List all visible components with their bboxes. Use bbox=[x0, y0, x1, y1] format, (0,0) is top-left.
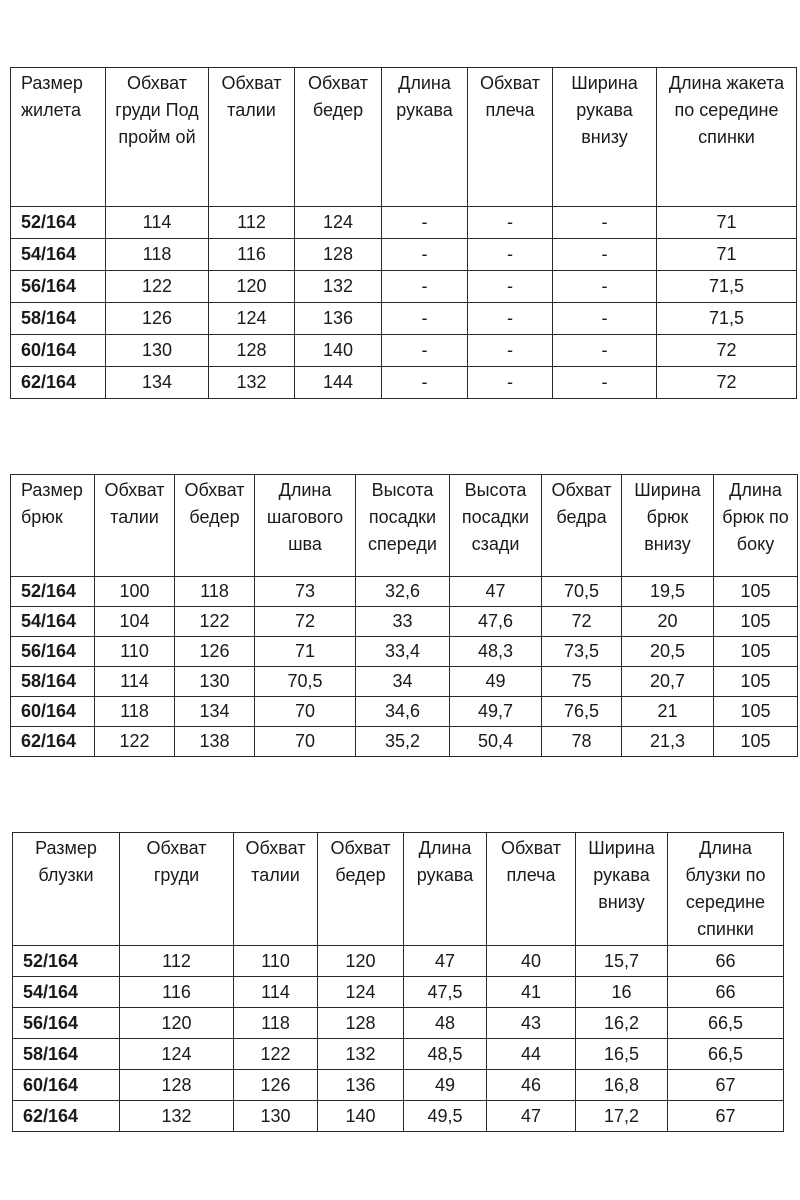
table-row bbox=[13, 1039, 784, 1070]
measure-cell: 130 bbox=[106, 335, 209, 367]
column-header: Обхват бедра bbox=[542, 475, 622, 577]
measure-cell: 118 bbox=[234, 1008, 318, 1039]
size-cell: 54/164 bbox=[11, 239, 106, 271]
table-row bbox=[11, 335, 797, 367]
measure-cell: 67 bbox=[668, 1070, 784, 1101]
measure-cell: - bbox=[553, 367, 657, 399]
measure-cell: 105 bbox=[714, 607, 798, 637]
column-header: Размер блузки bbox=[13, 833, 120, 946]
column-header: Обхват бедер bbox=[318, 833, 404, 946]
measure-cell: 128 bbox=[209, 335, 295, 367]
measure-cell: 71 bbox=[657, 207, 797, 239]
measure-cell: 16,8 bbox=[576, 1070, 668, 1101]
measure-cell: 67 bbox=[668, 1101, 784, 1132]
table-row bbox=[11, 271, 797, 303]
measure-cell: 16,2 bbox=[576, 1008, 668, 1039]
measure-cell: 136 bbox=[295, 303, 382, 335]
measure-cell: 16 bbox=[576, 977, 668, 1008]
size-cell: 58/164 bbox=[11, 303, 106, 335]
measure-cell: 110 bbox=[95, 637, 175, 667]
measure-cell: 144 bbox=[295, 367, 382, 399]
measure-cell: 134 bbox=[106, 367, 209, 399]
measure-cell: 132 bbox=[318, 1039, 404, 1070]
measure-cell: 47,5 bbox=[404, 977, 487, 1008]
measure-cell: 66,5 bbox=[668, 1008, 784, 1039]
measure-cell: 140 bbox=[318, 1101, 404, 1132]
measure-cell: 105 bbox=[714, 727, 798, 757]
measure-cell: 49,7 bbox=[450, 697, 542, 727]
measure-cell: 130 bbox=[175, 667, 255, 697]
measure-cell: 116 bbox=[209, 239, 295, 271]
column-header: Обхват талии bbox=[209, 68, 295, 207]
measure-cell: 122 bbox=[175, 607, 255, 637]
measure-cell: 112 bbox=[209, 207, 295, 239]
size-cell: 54/164 bbox=[11, 607, 95, 637]
column-header: Обхват груди bbox=[120, 833, 234, 946]
measure-cell: 34,6 bbox=[356, 697, 450, 727]
measure-cell: 132 bbox=[209, 367, 295, 399]
measure-cell: 126 bbox=[175, 637, 255, 667]
measure-cell: - bbox=[553, 207, 657, 239]
measure-cell: 17,2 bbox=[576, 1101, 668, 1132]
column-header: Обхват груди Под пройм ой bbox=[106, 68, 209, 207]
measure-cell: - bbox=[468, 335, 553, 367]
measure-cell: 71,5 bbox=[657, 271, 797, 303]
measure-cell: - bbox=[382, 239, 468, 271]
measure-cell: 140 bbox=[295, 335, 382, 367]
measure-cell: 124 bbox=[209, 303, 295, 335]
measure-cell: - bbox=[382, 367, 468, 399]
measure-cell: 66 bbox=[668, 977, 784, 1008]
measure-cell: 124 bbox=[120, 1039, 234, 1070]
size-cell: 52/164 bbox=[13, 946, 120, 977]
measure-cell: 34 bbox=[356, 667, 450, 697]
header-row bbox=[11, 68, 797, 207]
column-header: Ширина брюк внизу bbox=[622, 475, 714, 577]
blouse-size-table bbox=[12, 832, 784, 1132]
column-header: Длина жакета по середине спинки bbox=[657, 68, 797, 207]
size-cell: 60/164 bbox=[11, 697, 95, 727]
measure-cell: 120 bbox=[318, 946, 404, 977]
measure-cell: - bbox=[553, 271, 657, 303]
measure-cell: 128 bbox=[120, 1070, 234, 1101]
size-cell: 56/164 bbox=[13, 1008, 120, 1039]
size-cell: 62/164 bbox=[11, 367, 106, 399]
measure-cell: 46 bbox=[487, 1070, 576, 1101]
size-cell: 58/164 bbox=[11, 667, 95, 697]
column-header: Длина шагового шва bbox=[255, 475, 356, 577]
measure-cell: 134 bbox=[175, 697, 255, 727]
header-row bbox=[13, 833, 784, 946]
size-cell: 60/164 bbox=[13, 1070, 120, 1101]
size-cell: 52/164 bbox=[11, 207, 106, 239]
measure-cell: 66,5 bbox=[668, 1039, 784, 1070]
measure-cell: - bbox=[382, 271, 468, 303]
measure-cell: 33,4 bbox=[356, 637, 450, 667]
column-header: Ширина рукава внизу bbox=[553, 68, 657, 207]
measure-cell: 19,5 bbox=[622, 577, 714, 607]
measure-cell: 118 bbox=[95, 697, 175, 727]
measure-cell: 128 bbox=[295, 239, 382, 271]
measure-cell: 72 bbox=[542, 607, 622, 637]
measure-cell: 72 bbox=[255, 607, 356, 637]
column-header: Высота посадки сзади bbox=[450, 475, 542, 577]
column-header: Обхват плеча bbox=[487, 833, 576, 946]
size-cell: 54/164 bbox=[13, 977, 120, 1008]
table-row bbox=[13, 1101, 784, 1132]
pants-size-table bbox=[10, 474, 798, 757]
column-header: Размер брюк bbox=[11, 475, 95, 577]
measure-cell: 105 bbox=[714, 697, 798, 727]
measure-cell: 49 bbox=[404, 1070, 487, 1101]
size-cell: 56/164 bbox=[11, 637, 95, 667]
measure-cell: 78 bbox=[542, 727, 622, 757]
measure-cell: 43 bbox=[487, 1008, 576, 1039]
measure-cell: 72 bbox=[657, 335, 797, 367]
size-cell: 56/164 bbox=[11, 271, 106, 303]
column-header: Обхват талии bbox=[234, 833, 318, 946]
size-cell: 58/164 bbox=[13, 1039, 120, 1070]
measure-cell: 70,5 bbox=[255, 667, 356, 697]
measure-cell: - bbox=[468, 239, 553, 271]
measure-cell: 105 bbox=[714, 577, 798, 607]
table-row bbox=[11, 697, 798, 727]
measure-cell: 47 bbox=[487, 1101, 576, 1132]
measure-cell: - bbox=[468, 303, 553, 335]
table-row bbox=[11, 303, 797, 335]
column-header: Длина рукава bbox=[382, 68, 468, 207]
measure-cell: 47,6 bbox=[450, 607, 542, 637]
measure-cell: 33 bbox=[356, 607, 450, 637]
measure-cell: 112 bbox=[120, 946, 234, 977]
measure-cell: 70 bbox=[255, 697, 356, 727]
measure-cell: 47 bbox=[450, 577, 542, 607]
measure-cell: 70 bbox=[255, 727, 356, 757]
size-cell: 62/164 bbox=[11, 727, 95, 757]
column-header: Длина блузки по середине спинки bbox=[668, 833, 784, 946]
measure-cell: 66 bbox=[668, 946, 784, 977]
measure-cell: - bbox=[553, 239, 657, 271]
measure-cell: 73,5 bbox=[542, 637, 622, 667]
measure-cell: 40 bbox=[487, 946, 576, 977]
size-cell: 60/164 bbox=[11, 335, 106, 367]
measure-cell: 118 bbox=[175, 577, 255, 607]
measure-cell: 120 bbox=[120, 1008, 234, 1039]
measure-cell: 71 bbox=[255, 637, 356, 667]
measure-cell: 136 bbox=[318, 1070, 404, 1101]
measure-cell: 114 bbox=[106, 207, 209, 239]
column-header: Обхват плеча bbox=[468, 68, 553, 207]
measure-cell: 41 bbox=[487, 977, 576, 1008]
measure-cell: 49 bbox=[450, 667, 542, 697]
table-row bbox=[13, 1070, 784, 1101]
column-header: Длина брюк по боку bbox=[714, 475, 798, 577]
table-row bbox=[11, 367, 797, 399]
measure-cell: 71 bbox=[657, 239, 797, 271]
measure-cell: - bbox=[553, 303, 657, 335]
vest-size-table bbox=[10, 67, 797, 399]
measure-cell: 76,5 bbox=[542, 697, 622, 727]
measure-cell: 72 bbox=[657, 367, 797, 399]
measure-cell: 48 bbox=[404, 1008, 487, 1039]
measure-cell: - bbox=[553, 335, 657, 367]
measure-cell: 124 bbox=[295, 207, 382, 239]
measure-cell: 21,3 bbox=[622, 727, 714, 757]
measure-cell: 20 bbox=[622, 607, 714, 637]
measure-cell: 118 bbox=[106, 239, 209, 271]
measure-cell: 126 bbox=[106, 303, 209, 335]
measure-cell: 122 bbox=[95, 727, 175, 757]
measure-cell: - bbox=[382, 303, 468, 335]
table-row bbox=[11, 607, 798, 637]
measure-cell: 132 bbox=[120, 1101, 234, 1132]
measure-cell: 126 bbox=[234, 1070, 318, 1101]
measure-cell: 70,5 bbox=[542, 577, 622, 607]
measure-cell: 130 bbox=[234, 1101, 318, 1132]
measure-cell: 71,5 bbox=[657, 303, 797, 335]
table-row bbox=[11, 667, 798, 697]
measure-cell: 73 bbox=[255, 577, 356, 607]
column-header: Обхват талии bbox=[95, 475, 175, 577]
table-row bbox=[13, 946, 784, 977]
measure-cell: 35,2 bbox=[356, 727, 450, 757]
measure-cell: 15,7 bbox=[576, 946, 668, 977]
size-cell: 52/164 bbox=[11, 577, 95, 607]
measure-cell: 124 bbox=[318, 977, 404, 1008]
table-row bbox=[11, 637, 798, 667]
measure-cell: - bbox=[468, 367, 553, 399]
column-header: Высота посадки спереди bbox=[356, 475, 450, 577]
measure-cell: 47 bbox=[404, 946, 487, 977]
measure-cell: - bbox=[468, 207, 553, 239]
measure-cell: 128 bbox=[318, 1008, 404, 1039]
measure-cell: 48,5 bbox=[404, 1039, 487, 1070]
measure-cell: 105 bbox=[714, 667, 798, 697]
table-row bbox=[11, 207, 797, 239]
measure-cell: 20,7 bbox=[622, 667, 714, 697]
measure-cell: 114 bbox=[95, 667, 175, 697]
measure-cell: 48,3 bbox=[450, 637, 542, 667]
header-row bbox=[11, 475, 798, 577]
size-cell: 62/164 bbox=[13, 1101, 120, 1132]
column-header: Ширина рукава внизу bbox=[576, 833, 668, 946]
table-row bbox=[13, 1008, 784, 1039]
measure-cell: 120 bbox=[209, 271, 295, 303]
table-row bbox=[11, 239, 797, 271]
measure-cell: 20,5 bbox=[622, 637, 714, 667]
measure-cell: 138 bbox=[175, 727, 255, 757]
column-header: Длина рукава bbox=[404, 833, 487, 946]
table-row bbox=[13, 977, 784, 1008]
measure-cell: 110 bbox=[234, 946, 318, 977]
measure-cell: 75 bbox=[542, 667, 622, 697]
measure-cell: 104 bbox=[95, 607, 175, 637]
measure-cell: 114 bbox=[234, 977, 318, 1008]
measure-cell: 50,4 bbox=[450, 727, 542, 757]
measure-cell: 122 bbox=[106, 271, 209, 303]
measure-cell: 16,5 bbox=[576, 1039, 668, 1070]
measure-cell: - bbox=[382, 207, 468, 239]
measure-cell: 21 bbox=[622, 697, 714, 727]
measure-cell: 100 bbox=[95, 577, 175, 607]
column-header: Обхват бедер bbox=[175, 475, 255, 577]
table-row bbox=[11, 727, 798, 757]
measure-cell: 44 bbox=[487, 1039, 576, 1070]
measure-cell: 49,5 bbox=[404, 1101, 487, 1132]
measure-cell: 122 bbox=[234, 1039, 318, 1070]
column-header: Размер жилета bbox=[11, 68, 106, 207]
measure-cell: 116 bbox=[120, 977, 234, 1008]
measure-cell: - bbox=[468, 271, 553, 303]
measure-cell: 132 bbox=[295, 271, 382, 303]
measure-cell: 105 bbox=[714, 637, 798, 667]
measure-cell: 32,6 bbox=[356, 577, 450, 607]
table-row bbox=[11, 577, 798, 607]
column-header: Обхват бедер bbox=[295, 68, 382, 207]
measure-cell: - bbox=[382, 335, 468, 367]
